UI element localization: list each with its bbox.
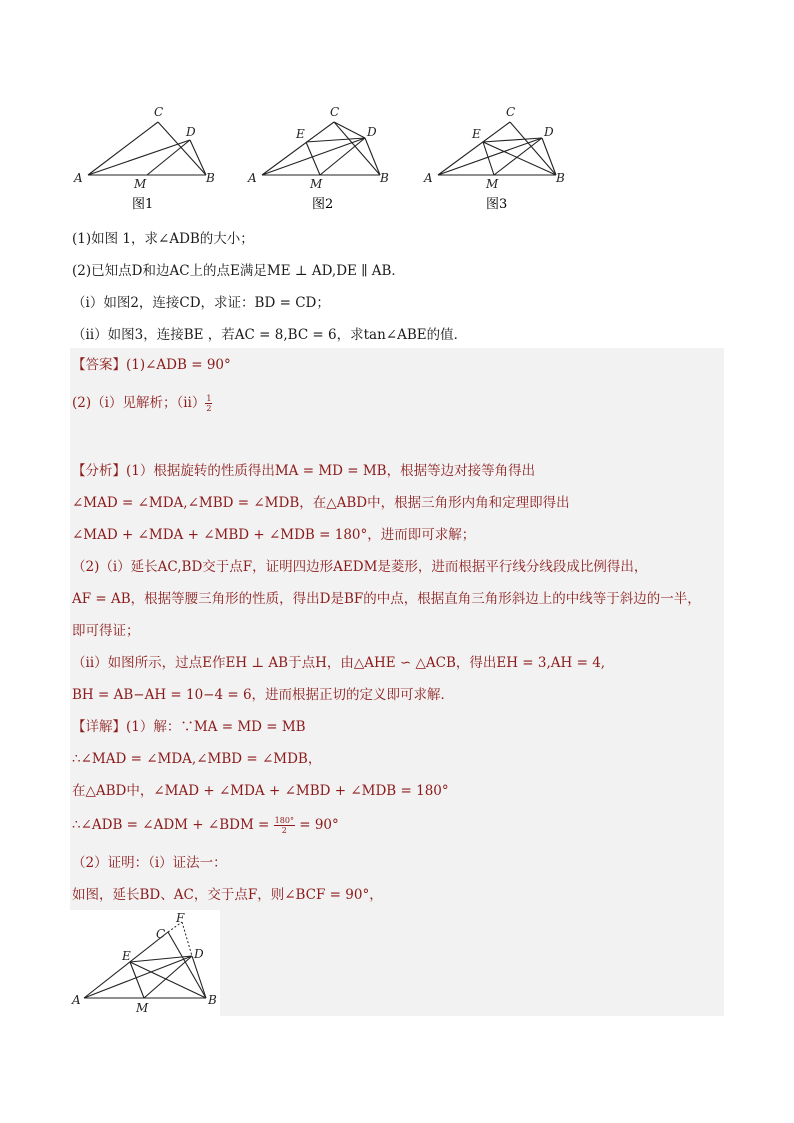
analysis-line-2: ∠MAD = ∠MDA,∠MBD = ∠MDB，在△ABD中，根据三角形内角和定理即得出 bbox=[72, 495, 570, 511]
svg-text:B: B bbox=[556, 171, 565, 185]
detail-line-5: （2）证明：（ⅰ）证法一： bbox=[72, 855, 227, 871]
svg-text:B: B bbox=[380, 171, 389, 185]
svg-text:A: A bbox=[424, 171, 433, 185]
answer-1: (1)∠ADB = 90° bbox=[126, 357, 231, 373]
question-part-2i: （ⅰ）如图2，连接CD，求证：BD = CD； bbox=[72, 295, 330, 311]
svg-text:D: D bbox=[544, 125, 554, 139]
detail-line-1 bbox=[72, 718, 306, 736]
detail-text-1: (1）解：∵MA = MD = MB bbox=[126, 719, 306, 735]
svg-text:D: D bbox=[194, 947, 204, 961]
answer-line-2 bbox=[72, 394, 212, 413]
svg-text:D: D bbox=[367, 125, 377, 139]
detail-text-4-suffix: = 90° bbox=[294, 817, 339, 833]
analysis-line-6: 即可得证； bbox=[72, 623, 140, 639]
fig3-caption: 图3 bbox=[486, 197, 508, 212]
answer-2: (2)（ⅰ）见解析；（ⅱ） bbox=[72, 395, 206, 411]
svg-text:E: E bbox=[472, 127, 481, 141]
answer-line-1 bbox=[72, 356, 231, 374]
fig1-caption: 图1 bbox=[132, 197, 154, 212]
analysis-line-5: AF = AB，根据等腰三角形的性质，得出D是BF的中点，根据直角三角形斜边上的中线等于斜边的一半， bbox=[72, 591, 701, 607]
analysis-line-7: （ⅱ）如图所示，过点E作EH ⊥ AB于点H，由△AHE ∽ △ACB，得出EH = 3,AH = 4, bbox=[72, 655, 606, 671]
figure-2 bbox=[262, 122, 380, 175]
answer-fraction bbox=[205, 394, 212, 413]
figure-4 bbox=[70, 910, 220, 1016]
svg-text:M: M bbox=[310, 177, 323, 191]
answer-label: 【答案】 bbox=[72, 357, 126, 373]
detail-line-6: 如图，延长BD、AC，交于点F，则∠BCF = 90°， bbox=[72, 887, 383, 903]
figure-3 bbox=[438, 122, 556, 175]
svg-text:M: M bbox=[134, 177, 147, 191]
svg-text:C: C bbox=[506, 105, 516, 119]
svg-text:M: M bbox=[136, 1001, 149, 1015]
detail-label: 【详解】 bbox=[72, 719, 126, 735]
svg-text:A: A bbox=[248, 171, 257, 185]
detail-line-4 bbox=[72, 816, 339, 835]
geometry-figures bbox=[70, 100, 590, 220]
detail-fraction bbox=[274, 816, 295, 835]
svg-text:C: C bbox=[156, 927, 166, 941]
detail-line-2: ∴∠MAD = ∠MDA,∠MBD = ∠MDB， bbox=[72, 751, 322, 767]
answer-frac-den: 2 bbox=[206, 404, 212, 413]
question-part-2ii: （ⅱ）如图3，连接BE ，若AC = 8,BC = 6，求tan∠ABE的值． bbox=[72, 327, 468, 343]
analysis-label: 【分析】 bbox=[72, 463, 126, 479]
answer-frac-num: 1 bbox=[206, 394, 212, 403]
svg-text:M: M bbox=[486, 177, 499, 191]
svg-text:C: C bbox=[330, 105, 340, 119]
analysis-line-4: （2)（ⅰ）延长AC,BD交于点F，证明四边形AEDM是菱形，进而根据平行线分线段成比例得出， bbox=[72, 559, 648, 575]
analysis-text-1: (1）根据旋转的性质得出MA = MD = MB，根据等边对接等角得出 bbox=[126, 463, 536, 479]
svg-text:B: B bbox=[208, 993, 217, 1007]
svg-text:E: E bbox=[296, 127, 305, 141]
svg-text:B: B bbox=[206, 171, 215, 185]
analysis-line-3: ∠MAD + ∠MDA + ∠MBD + ∠MDB = 180°，进而即可求解； bbox=[72, 527, 476, 543]
svg-text:A: A bbox=[72, 993, 81, 1007]
question-part-1: (1)如图 1，求∠ADB的大小； bbox=[72, 231, 254, 247]
detail-text-4: ∴∠ADB = ∠ADM + ∠BDM = bbox=[72, 817, 274, 833]
detail-line-3: 在△ABD中，∠MAD + ∠MDA + ∠MBD + ∠MDB = 180° bbox=[72, 783, 449, 799]
detail-frac-num: 180° bbox=[274, 816, 294, 825]
fig2-caption: 图2 bbox=[312, 197, 334, 212]
detail-frac-den: 2 bbox=[281, 826, 287, 835]
analysis-line-8: BH = AB−AH = 10−4 = 6，进而根据正切的定义即可求解． bbox=[72, 687, 455, 703]
svg-text:F: F bbox=[176, 911, 185, 925]
svg-text:C: C bbox=[154, 105, 164, 119]
svg-text:D: D bbox=[186, 125, 196, 139]
question-part-2: (2)已知点D和边AC上的点E满足ME ⊥ AD,DE ∥ AB． bbox=[72, 263, 405, 279]
analysis-line-1 bbox=[72, 462, 535, 480]
svg-text:A: A bbox=[74, 171, 83, 185]
svg-text:E: E bbox=[122, 949, 131, 963]
